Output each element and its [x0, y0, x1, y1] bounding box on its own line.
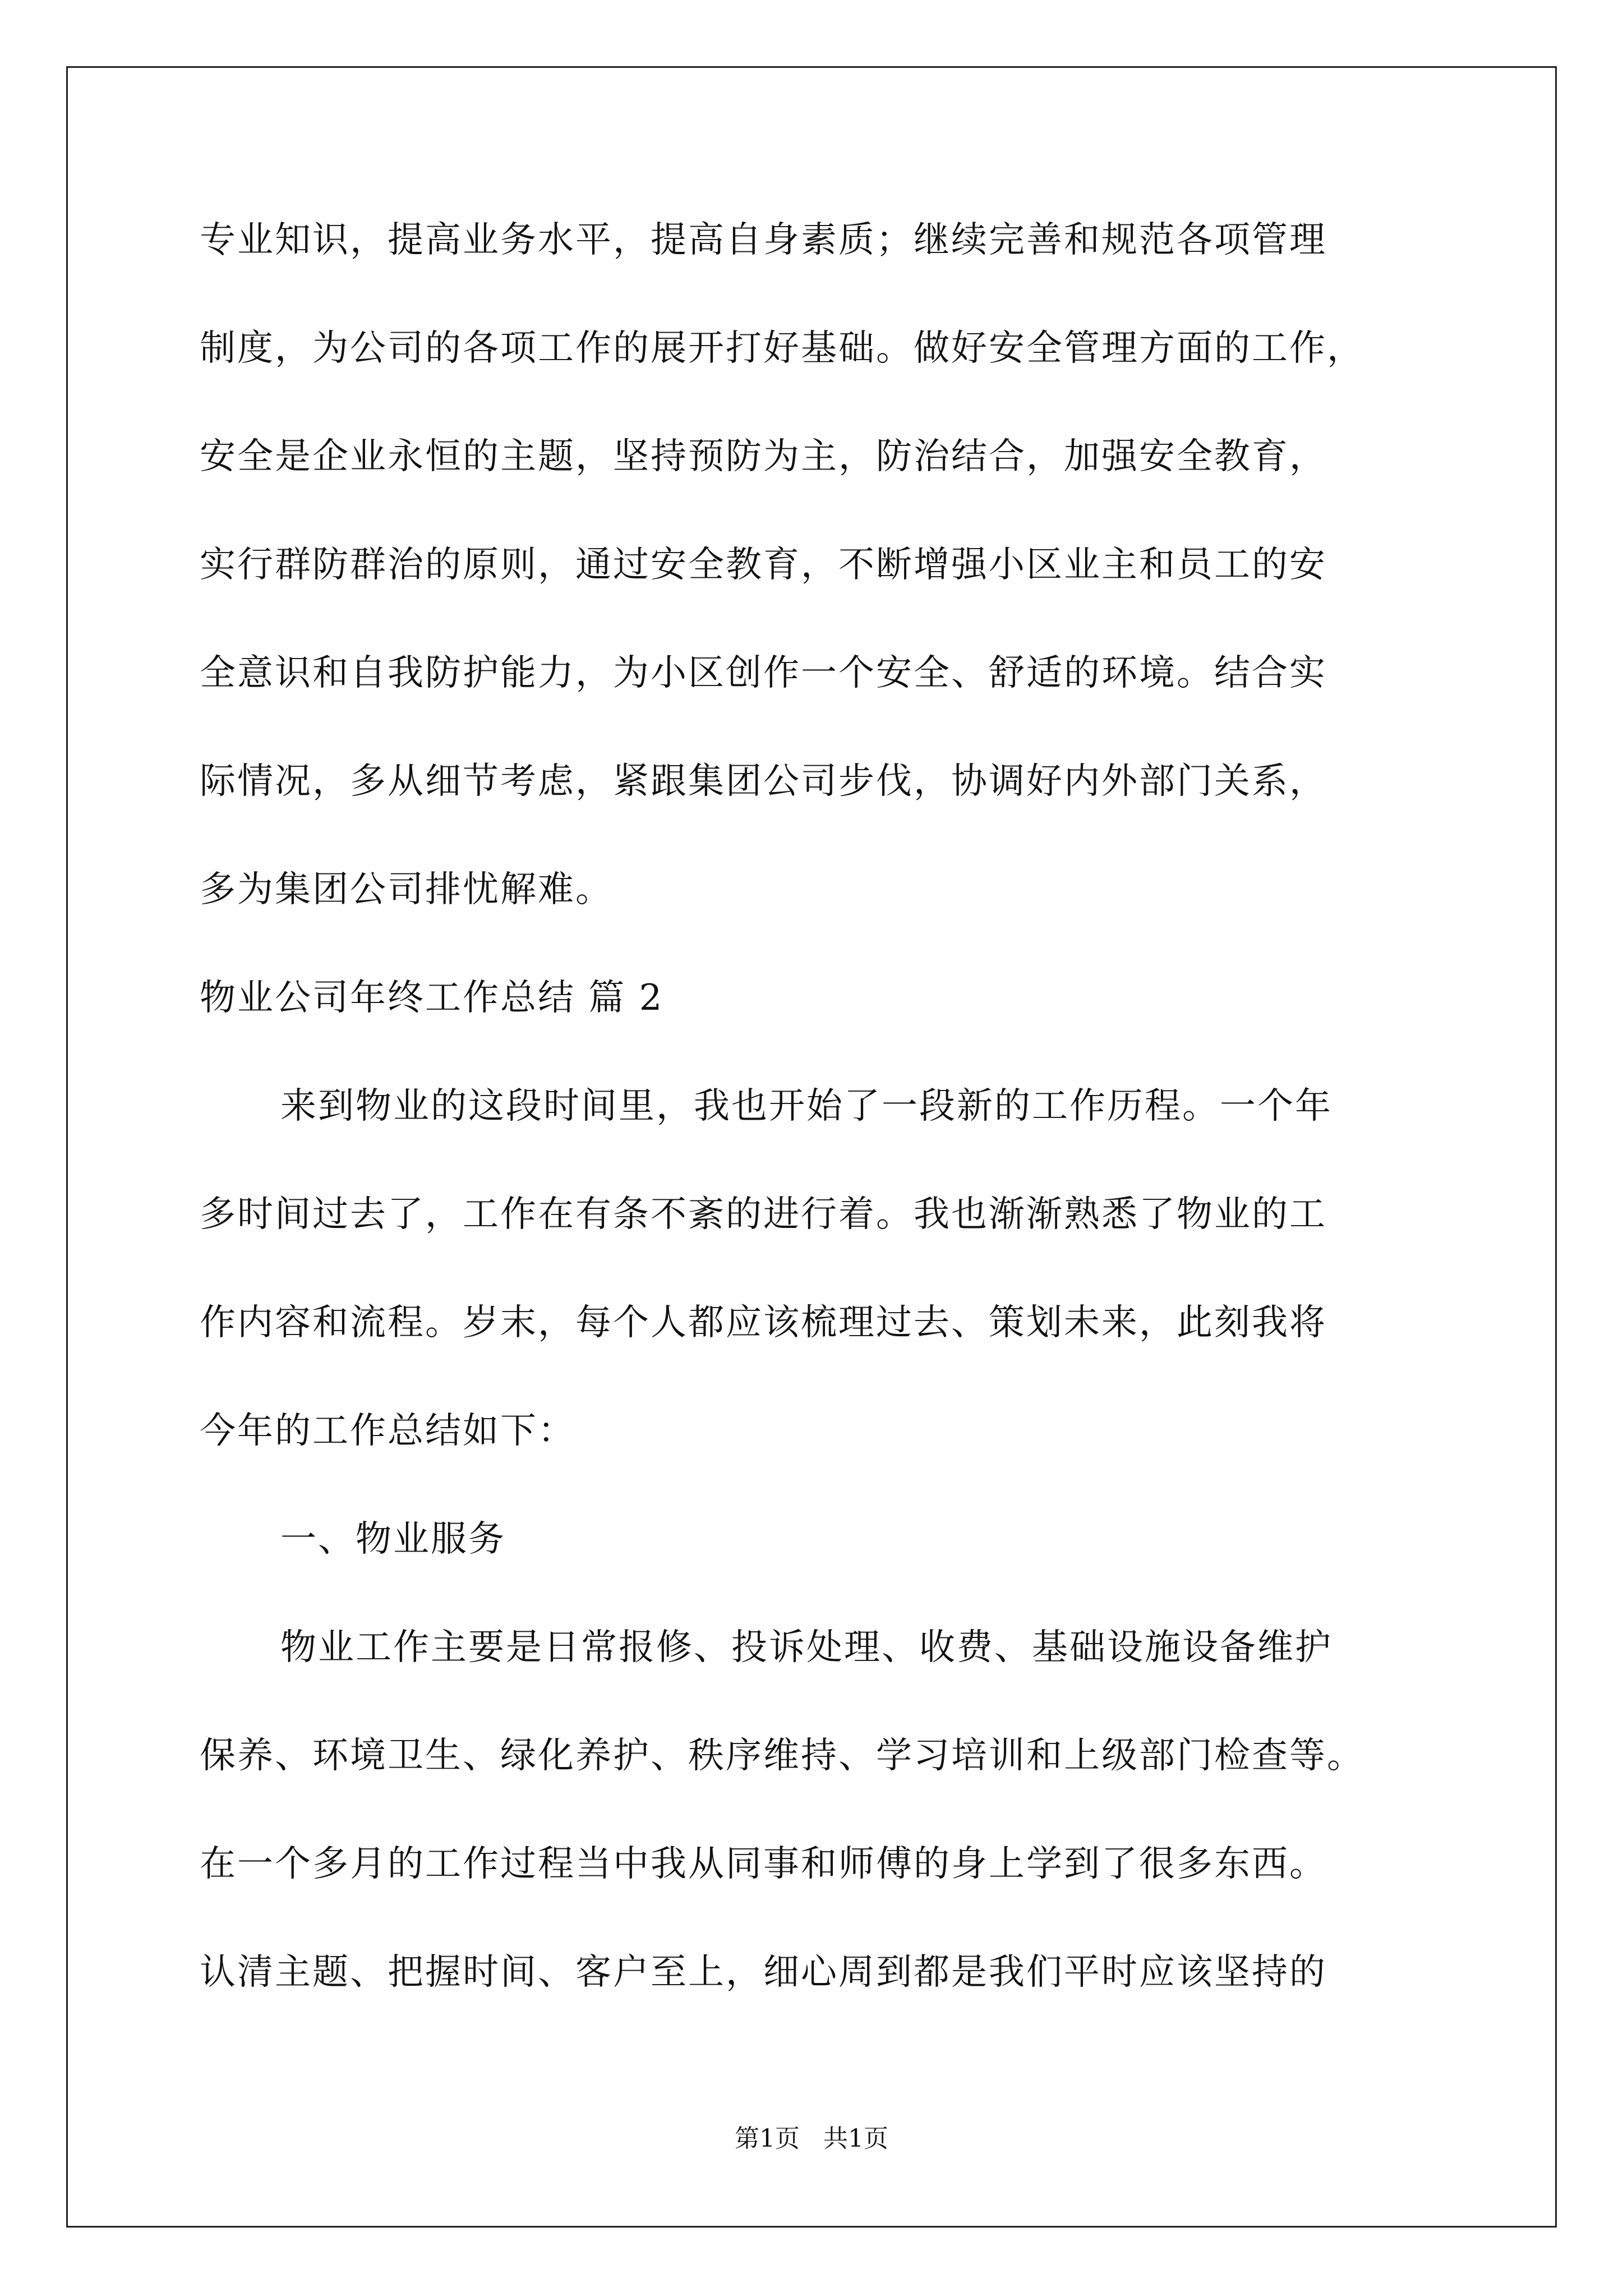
- subheading: 一、物业服务: [280, 1519, 506, 1560]
- text-line: 认清主题、把握时间、客户至上，细心周到都是我们平时应该坚持的: [200, 1952, 1327, 1993]
- text-line: 今年的工作总结如下：: [200, 1410, 575, 1452]
- text-line: 物业工作主要是日常报修、投诉处理、收费、基础设施设备维护: [280, 1627, 1332, 1668]
- text-line: 全意识和自我防护能力，为小区创作一个安全、舒适的环境。结合实: [200, 652, 1327, 694]
- text-line: 在一个多月的工作过程当中我从同事和师傅的身上学到了很多东西。: [200, 1843, 1327, 1885]
- page-border: [66, 66, 1557, 2228]
- text-line: 保养、环境卫生、绿化养护、秩序维持、学习培训和上级部门检查等。: [200, 1735, 1364, 1777]
- page-number: 第1页: [735, 2124, 800, 2153]
- text-line: 多时间过去了，工作在有条不紊的进行着。我也渐渐熟悉了物业的工: [200, 1194, 1327, 1235]
- text-line: 际情况，多从细节考虑，紧跟集团公司步伐，协调好内外部门关系，: [200, 761, 1327, 802]
- section-title: 物业公司年终工作总结 篇 2: [200, 977, 664, 1019]
- text-line: 作内容和流程。岁末，每个人都应该梳理过去、策划未来，此刻我将: [200, 1302, 1327, 1343]
- text-line: 专业知识，提高业务水平，提高自身素质；继续完善和规范各项管理: [200, 219, 1327, 261]
- page-footer: [0, 2123, 1623, 2155]
- page-total: 共1页: [823, 2124, 888, 2153]
- text-line: 制度，为公司的各项工作的展开打好基础。做好安全管理方面的工作，: [200, 328, 1364, 369]
- text-line: 多为集团公司排忧解难。: [200, 869, 613, 910]
- text-line: 实行群防群治的原则，通过安全教育，不断增强小区业主和员工的安: [200, 544, 1327, 586]
- text-line: 来到物业的这段时间里，我也开始了一段新的工作历程。一个年: [280, 1085, 1332, 1127]
- text-line: 安全是企业永恒的主题，坚持预防为主，防治结合，加强安全教育，: [200, 436, 1327, 477]
